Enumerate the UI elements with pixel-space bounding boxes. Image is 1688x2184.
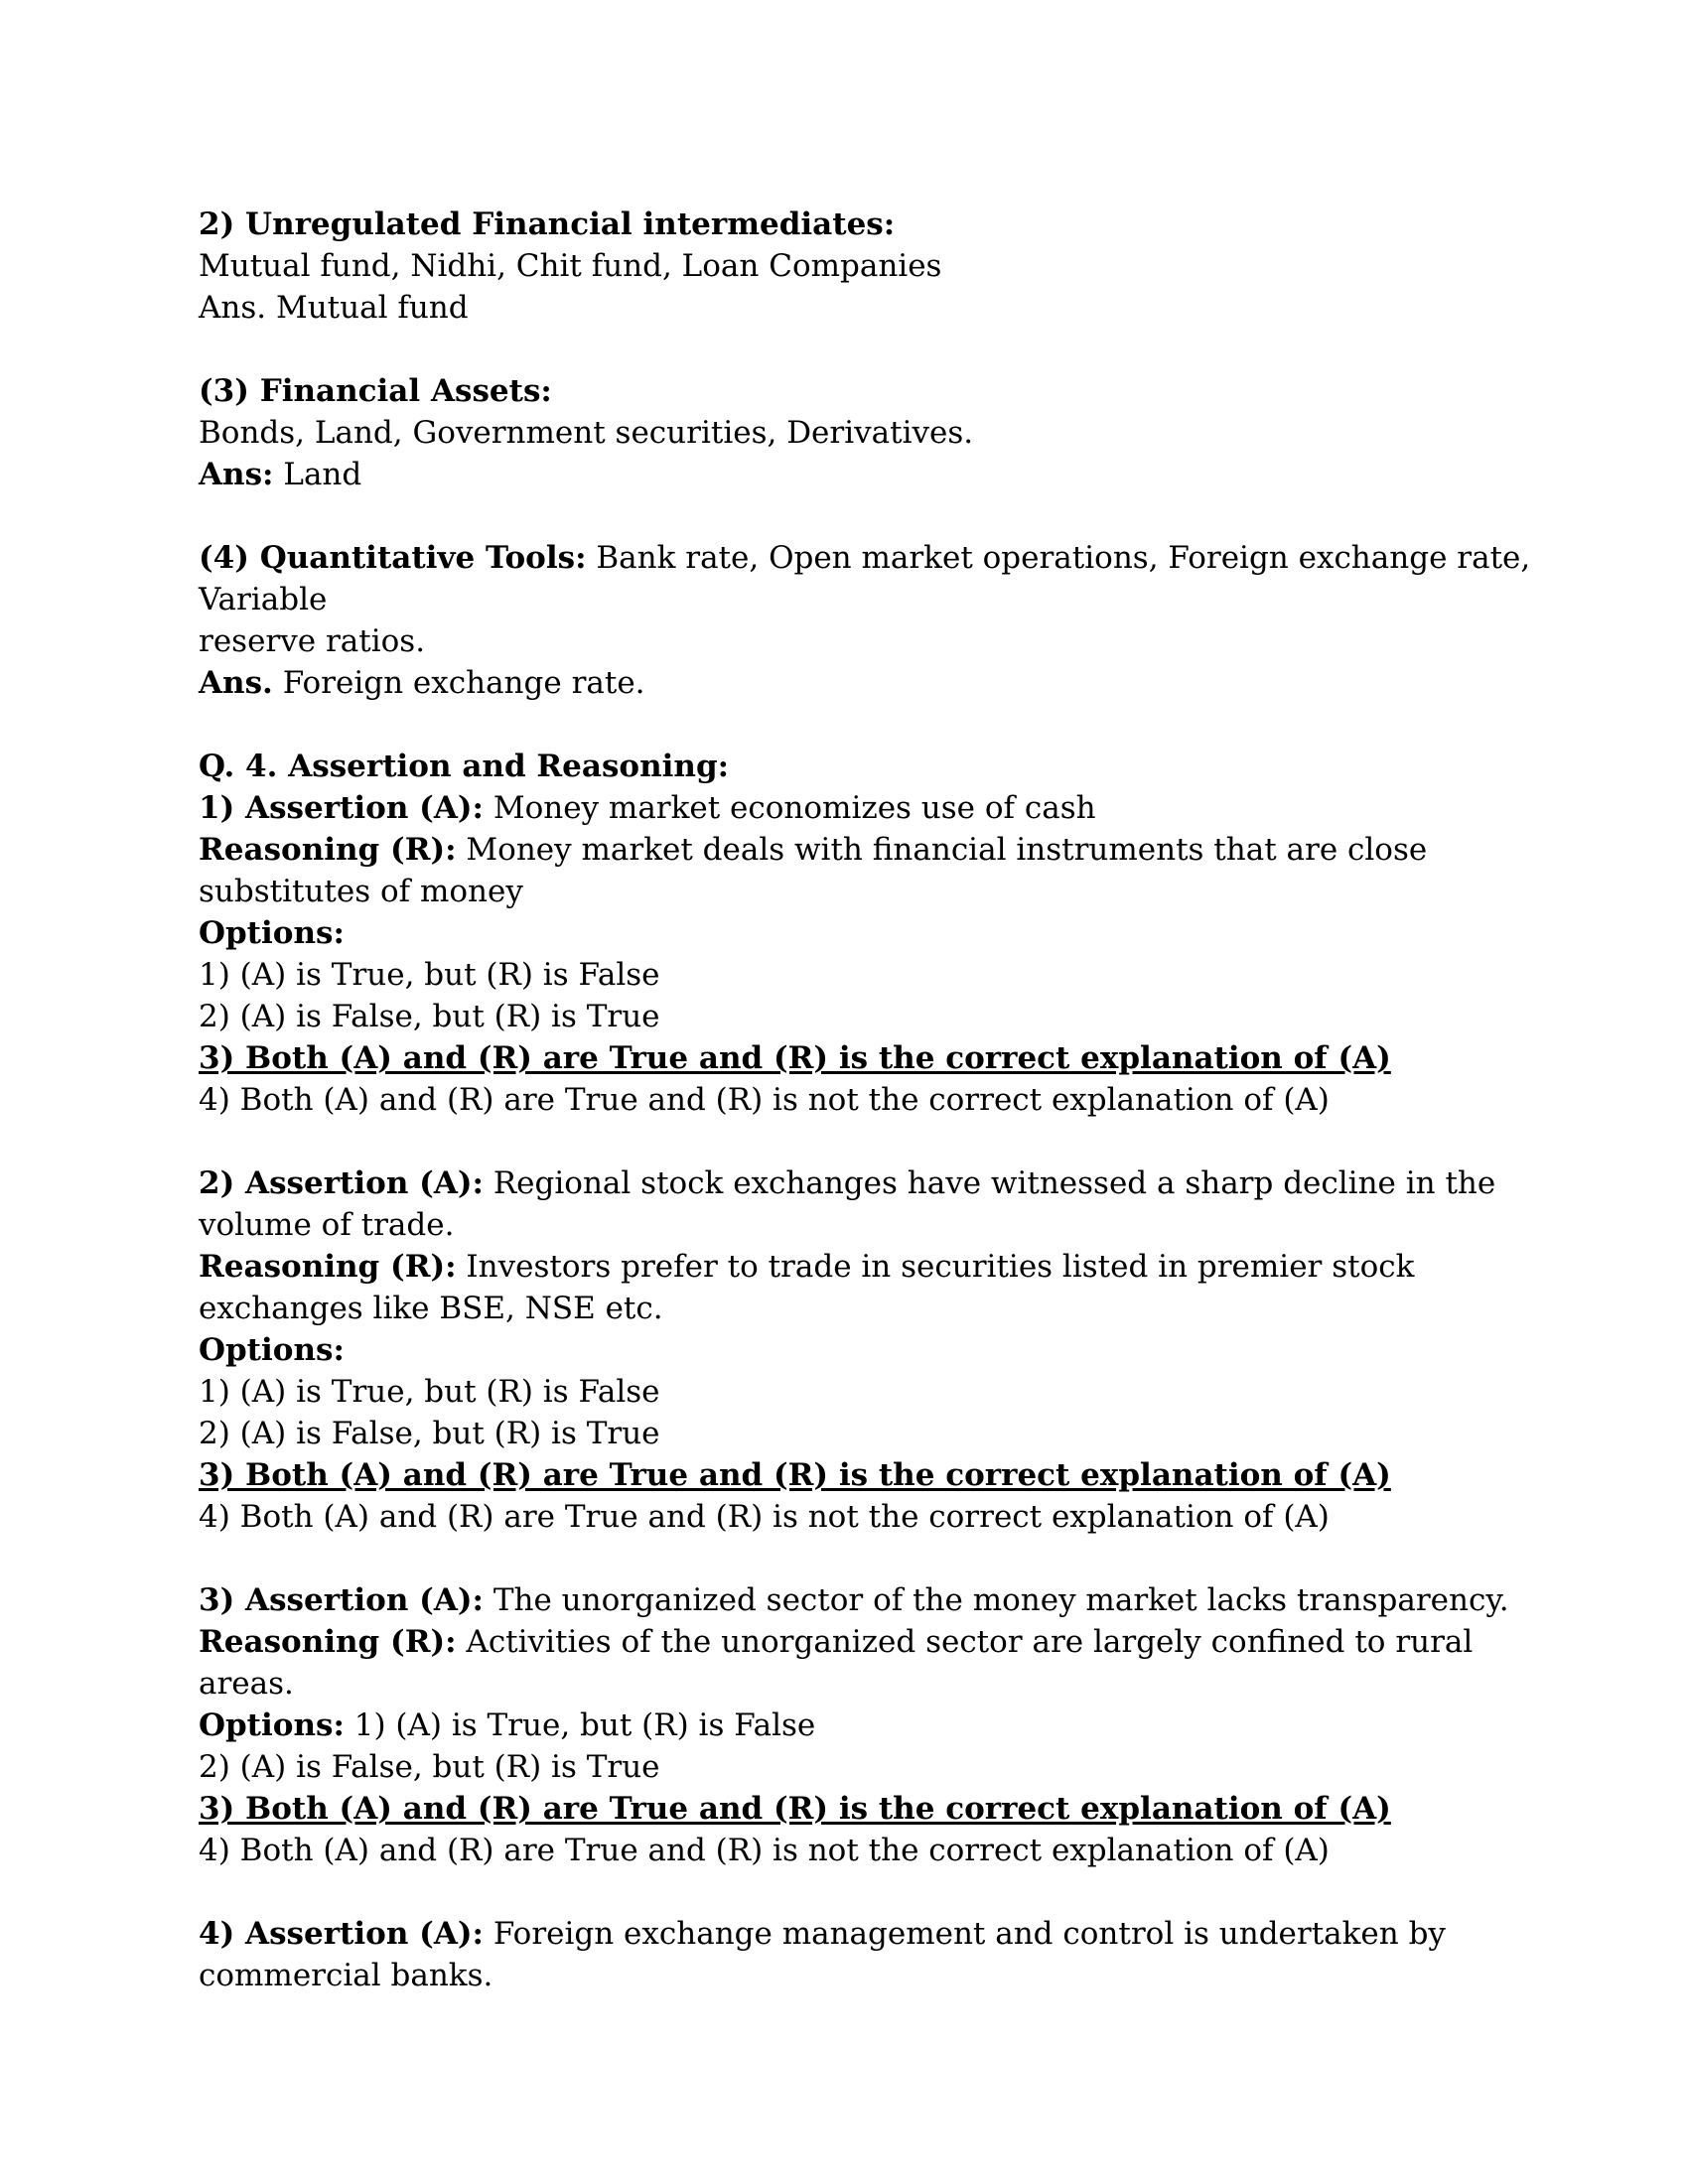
- section-answer: Ans. Mutual fund: [199, 290, 469, 326]
- option-1: 1) (A) is True, but (R) is False: [344, 1707, 816, 1743]
- option-1: 1) (A) is True, but (R) is False: [199, 1374, 660, 1410]
- option-1: 1) (A) is True, but (R) is False: [199, 957, 660, 993]
- section-options: Bonds, Land, Government securities, Derivatives.: [199, 415, 974, 451]
- reasoning: Reasoning (R): Investors prefer to trade in securities listed in premier stock: [199, 1249, 1415, 1285]
- section-title: 2) Unregulated Financial intermediates:: [199, 206, 896, 242]
- section-quantitative-tools: [199, 537, 1531, 704]
- reasoning: Reasoning (R): Activities of the unorganized sector are largely confined to rural: [199, 1624, 1474, 1660]
- assertion-continued: volume of trade.: [199, 1207, 455, 1243]
- option-3-correct: 3) Both (A) and (R) are True and (R) is the correct explanation of (A): [199, 1457, 1391, 1493]
- reasoning-continued: areas.: [199, 1666, 294, 1702]
- question-2: [199, 1162, 1509, 1538]
- section-answer: [199, 662, 1509, 704]
- option-4: 4) Both (A) and (R) are True and (R) is not the correct explanation of (A): [199, 1833, 1330, 1868]
- section-options-3: reserve ratios.: [199, 623, 426, 659]
- assertion: 4) Assertion (A): Foreign exchange management and control is undertaken by: [199, 1916, 1446, 1952]
- option-2: 2) (A) is False, but (R) is True: [199, 1416, 660, 1451]
- question-1: [199, 746, 1509, 1121]
- question-3: [199, 1579, 1509, 1871]
- answer-value: Land: [273, 457, 362, 492]
- option-2: 2) (A) is False, but (R) is True: [199, 999, 660, 1034]
- reasoning: Reasoning (R): Money market deals with financial instruments that are close: [199, 832, 1428, 868]
- options-label: Options:: [199, 915, 345, 951]
- option-4: 4) Both (A) and (R) are True and (R) is not the correct explanation of (A): [199, 1499, 1330, 1535]
- reasoning-continued: substitutes of money: [199, 874, 523, 909]
- options-line: [199, 1705, 1509, 1746]
- option-4: 4) Both (A) and (R) are True and (R) is not the correct explanation of (A): [199, 1082, 1330, 1118]
- assertion: 2) Assertion (A): Regional stock exchanges have witnessed a sharp decline in the: [199, 1165, 1496, 1201]
- reasoning-continued: exchanges like BSE, NSE etc.: [199, 1291, 663, 1326]
- answer-value: Foreign exchange rate.: [272, 665, 645, 701]
- option-2: 2) (A) is False, but (R) is True: [199, 1749, 660, 1785]
- section-options: Mutual fund, Nidhi, Chit fund, Loan Companies: [199, 248, 942, 284]
- section-title-line: [199, 537, 1531, 579]
- question-4: [199, 1913, 1509, 1996]
- section-financial-assets: [199, 370, 1509, 495]
- section-title: (3) Financial Assets:: [199, 373, 552, 409]
- answer-label: Ans:: [199, 457, 274, 492]
- assertion: 3) Assertion (A): The unorganized sector of the money market lacks transparency.: [199, 1582, 1509, 1618]
- answer-label: Ans.: [199, 665, 273, 701]
- assertion: 1) Assertion (A): Money market economizes use of cash: [199, 790, 1096, 826]
- section-options-1: Bank rate, Open market operations, Foreign exchange rate,: [586, 540, 1531, 576]
- option-3-correct: 3) Both (A) and (R) are True and (R) is the correct explanation of (A): [199, 1040, 1391, 1076]
- question-heading: Q. 4. Assertion and Reasoning:: [199, 749, 730, 784]
- section-options-2: Variable: [199, 582, 328, 617]
- options-label: Options:: [199, 1332, 345, 1368]
- section-title: (4) Quantitative Tools:: [199, 540, 587, 576]
- options-label: Options:: [199, 1707, 345, 1743]
- section-answer: [199, 454, 1509, 495]
- section-unregulated-intermediates: [199, 204, 1509, 329]
- assertion-continued: commercial banks.: [199, 1958, 493, 1993]
- option-3-correct: 3) Both (A) and (R) are True and (R) is the correct explanation of (A): [199, 1791, 1391, 1827]
